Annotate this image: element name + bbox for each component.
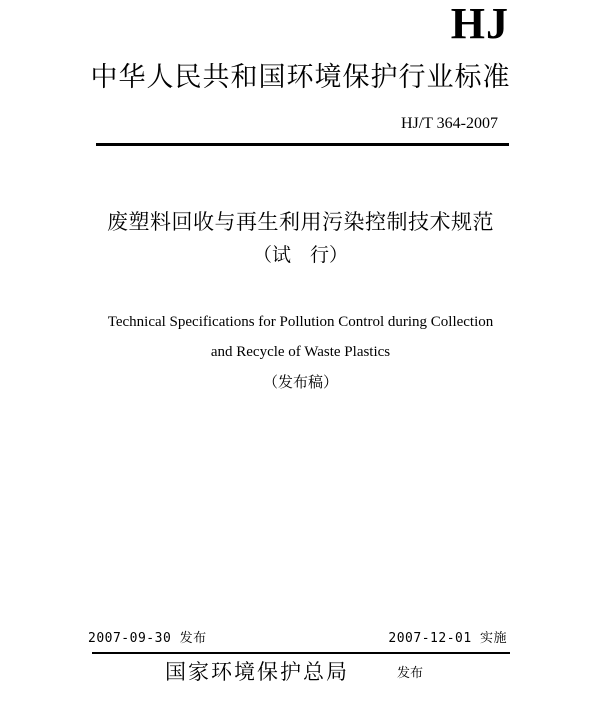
document-title-english-line2: and Recycle of Waste Plastics — [210, 344, 391, 360]
top-divider — [96, 143, 509, 146]
bottom-divider — [92, 652, 510, 654]
standard-logo: HJ — [450, 0, 509, 48]
organization-title: 中华人民共和国环境保护行业标准 — [90, 62, 511, 93]
issue-label: 发布 — [397, 666, 424, 681]
trial-label: （试 行） — [252, 244, 348, 266]
standard-number: HJ/T 364-2007 — [400, 115, 498, 132]
document-title-english-line1: Technical Specifications for Pollution Control during Collection — [107, 314, 494, 330]
publish-date: 2007-09-30 发布 — [88, 631, 207, 646]
document-title-chinese: 废塑料回收与再生利用污染控制技术规范 — [107, 210, 494, 234]
issuing-authority: 国家环境保护总局 — [165, 660, 349, 684]
implement-date: 2007-12-01 实施 — [388, 631, 507, 646]
draft-label: （发布稿） — [262, 373, 338, 391]
